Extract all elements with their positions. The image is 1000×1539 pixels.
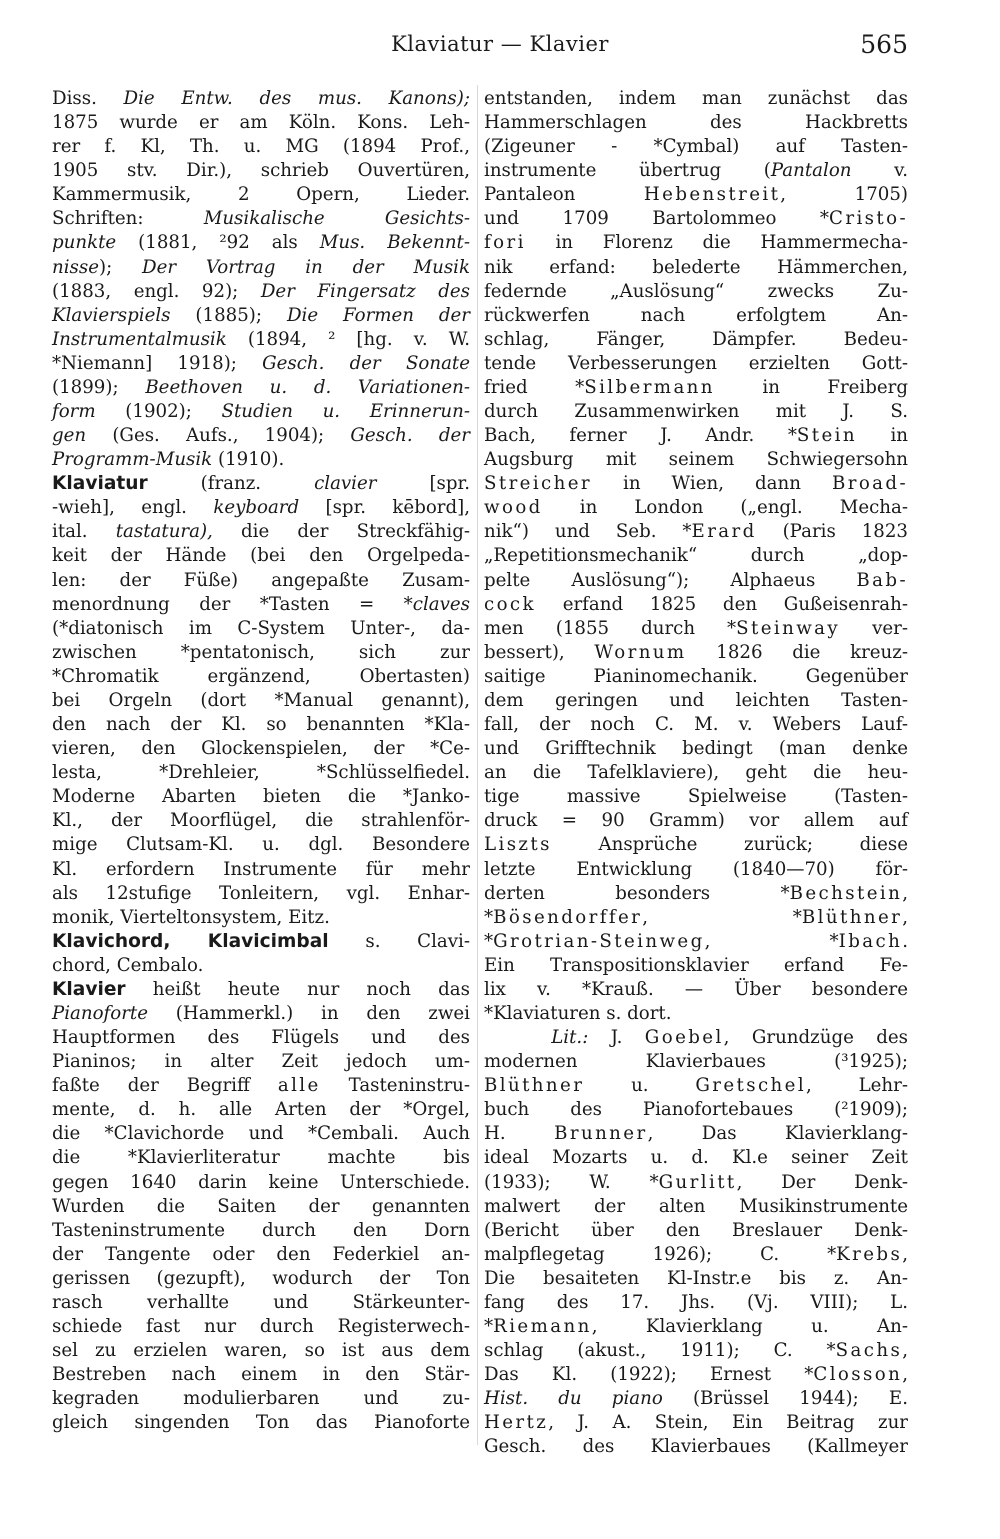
text-line: mige Clutsam-Kl. u. dgl. Besondere bbox=[52, 834, 470, 856]
text-line: instrumente übertrug (Pantalon v. bbox=[484, 160, 908, 182]
text-line: fori in Florenz die Hammermecha- bbox=[484, 232, 908, 254]
text-line: Bestreben nach einem in den Stär- bbox=[52, 1364, 470, 1386]
text-line: durch Zusammenwirken mit J. S. bbox=[484, 401, 908, 423]
text-line: faßte der Begriff alle Tasteninstru- bbox=[52, 1075, 471, 1097]
text-line: „Repetitionsmechanik“ durch „dop- bbox=[484, 545, 908, 567]
text-line: Programm-Musik (1910). bbox=[52, 449, 285, 471]
text-line: gerissen (gezupft), wodurch der Ton bbox=[52, 1267, 470, 1289]
text-line: und Grifftechnik bedingt (man denke bbox=[484, 738, 908, 760]
text-line: rasch verhallte und Stärkeunter- bbox=[52, 1291, 470, 1313]
text-line: len: der Füße) angepaßte Zusam- bbox=[52, 569, 470, 591]
text-line: *Klaviaturen s. dort. bbox=[484, 1002, 672, 1024]
text-line: Kammermusik, 2 Opern, Lieder. bbox=[52, 184, 470, 206]
text-line: Streicher in Wien, dann Broad- bbox=[484, 473, 908, 495]
text-line: Pantaleon Hebenstreit, 1705) bbox=[484, 184, 908, 206]
text-line: lesta, *Drehleier, *Schlüsselfiedel. bbox=[52, 762, 470, 784]
text-line: Augsburg mit seinem Schwiegersohn bbox=[484, 449, 908, 471]
text-line: (1899); Beethoven u. d. Variationen- bbox=[52, 376, 471, 398]
text-line: (1883, engl. 92); Der Fingersatz des bbox=[52, 280, 470, 302]
text-line: Instrumentalmusik (1894, ² [hg. v. W. bbox=[52, 328, 470, 350]
text-line: gen (Ges. Aufs., 1904); Gesch. der bbox=[52, 425, 470, 447]
text-line: malwert der alten Musikinstrumente bbox=[484, 1195, 908, 1217]
text-line: federnde „Auslösung“ zwecks Zu- bbox=[484, 280, 908, 302]
text-line: Moderne Abarten bieten die *Janko- bbox=[52, 786, 470, 808]
text-line: Hammerschlagen des Hackbretts bbox=[484, 112, 908, 134]
text-line: nisse); Der Vortrag in der Musik bbox=[52, 256, 470, 278]
text-line: Hauptformen des Flügels und des bbox=[52, 1027, 470, 1049]
text-line: ideal Mozarts u. d. Kl.e seiner Zeit bbox=[484, 1147, 908, 1169]
text-line: Diss. Die Entw. des mus. Kanons); bbox=[52, 88, 470, 109]
text-line: die *Klavierliteratur machte bis bbox=[52, 1147, 470, 1169]
text-line: tende Verbesserungen erzielten Gott- bbox=[484, 352, 908, 374]
text-line: schlag, Fänger, Dämpfer. Bedeu- bbox=[484, 328, 908, 350]
text-line: dem geringen und leichten Tasten- bbox=[484, 689, 908, 711]
text-line: gegen 1640 darin keine Unterschiede. bbox=[52, 1171, 470, 1193]
text-line: (Bericht über den Breslauer Denk- bbox=[484, 1219, 908, 1241]
text-line: *Niemann] 1918); Gesch. der Sonate bbox=[52, 352, 470, 374]
text-line: men (1855 durch *Steinway ver- bbox=[484, 617, 908, 639]
text-line: keit der Hände (bei den Orgelpeda- bbox=[52, 545, 470, 567]
text-line: *Chromatik ergänzend, Obertasten) bbox=[52, 665, 470, 687]
text-line: (*diatonisch im C-System Unter-, da- bbox=[52, 617, 470, 639]
text-line: modernen Klavierbaues (³1925); bbox=[484, 1051, 908, 1073]
text-line: (1933); W. *Gurlitt, Der Denk- bbox=[484, 1171, 908, 1193]
text-line: entstanden, indem man zunächst das bbox=[484, 88, 908, 109]
text-line: Blüthner u. Gretschel, Lehr- bbox=[484, 1075, 908, 1097]
text-line: Wurden die Saiten der genannten bbox=[52, 1195, 470, 1217]
text-line: Bach, ferner J. Andr. *Stein in bbox=[484, 425, 908, 447]
text-line: monik, Vierteltonsystem, Eitz. bbox=[52, 906, 330, 928]
text-line: schiede fast nur durch Registerwech- bbox=[52, 1315, 470, 1337]
text-line: bessert), Wornum 1826 die kreuz- bbox=[484, 641, 908, 663]
text-line: letzte Entwicklung (1840—70) för- bbox=[484, 858, 908, 880]
text-line: Pianinos; in alter Zeit jedoch um- bbox=[52, 1051, 470, 1073]
text-line: vieren, den Glockenspielen, der *Ce- bbox=[52, 738, 470, 760]
text-line: Klavierspiels (1885); Die Formen der bbox=[52, 304, 470, 326]
running-header: Klaviatur — Klavier bbox=[391, 32, 609, 56]
text-line: ital. tastatura), die der Streckfähig- bbox=[52, 521, 470, 543]
left-column bbox=[52, 87, 470, 1435]
text-line: 1875 wurde er am Köln. Kons. Leh- bbox=[52, 112, 470, 134]
text-line: -wieh], engl. keyboard [spr. kēbord], bbox=[52, 497, 470, 519]
text-line: H. Brunner, Das Klavierklang- bbox=[484, 1123, 908, 1145]
text-line: Kl., der Moorflügel, die strahlenför- bbox=[52, 810, 470, 832]
text-line: Tasteninstrumente durch den Dorn bbox=[52, 1219, 470, 1241]
page-number: 565 bbox=[860, 30, 908, 59]
text-line: Das Kl. (1922); Ernest *Closson, bbox=[484, 1364, 908, 1386]
text-line: pelte Auslösung“); Alphaeus Bab- bbox=[484, 569, 908, 591]
text-line: den nach der Kl. so benannten *Kla- bbox=[52, 714, 470, 736]
text-line: nik“) und Seb. *Erard (Paris 1823 bbox=[484, 521, 908, 543]
text-line: Hertz, J. A. Stein, Ein Beitrag zur bbox=[484, 1412, 908, 1434]
text-line: (Zigeuner - *Cymbal) auf Tasten- bbox=[484, 136, 908, 158]
text-line: *Bösendorffer, *Blüthner, bbox=[484, 906, 908, 928]
text-line: wood in London („engl. Mecha- bbox=[484, 497, 908, 519]
text-line: Pianoforte (Hammerkl.) in den zwei bbox=[52, 1002, 470, 1024]
text-line: Liszts Ansprüche zurück; diese bbox=[484, 834, 908, 856]
text-line: fall, der noch C. M. v. Webers Lauf- bbox=[484, 714, 908, 736]
text-line: *Riemann, Klavierklang u. An- bbox=[484, 1315, 908, 1337]
text-line: 1905 stv. Dir.), schrieb Ouvertüren, bbox=[52, 160, 470, 182]
text-line: malpflegetag 1926); C. *Krebs, bbox=[484, 1243, 908, 1265]
text-line: fang des 17. Jhs. (Vj. VIII); L. bbox=[484, 1291, 908, 1313]
text-line: menordnung der *Tasten = *claves bbox=[52, 593, 470, 615]
text-line: sel zu erzielen waren, so ist aus dem bbox=[52, 1340, 470, 1362]
text-line: lix v. *Krauß. — Über besondere bbox=[484, 978, 908, 1000]
text-line: rückwerfen nach erfolgtem An- bbox=[484, 304, 908, 326]
text-line: an die Tafelklaviere), geht die heu- bbox=[484, 762, 908, 784]
text-line: Lit.: J. Goebel, Grundzüge des bbox=[551, 1027, 908, 1049]
text-line: nik erfand: belederte Hämmerchen, bbox=[484, 256, 908, 278]
text-line: derten besonders *Bechstein, bbox=[484, 882, 908, 904]
text-line: fried *Silbermann in Freiberg bbox=[484, 376, 908, 398]
text-line: die *Clavichorde und *Cembali. Auch bbox=[52, 1123, 470, 1145]
text-line: bei Orgeln (dort *Manual genannt), bbox=[52, 689, 470, 711]
text-line: Schriften: Musikalische Gesichts- bbox=[52, 208, 470, 230]
text-line: *Grotrian-Steinweg, *Ibach. bbox=[484, 930, 908, 952]
text-line: chord, Cembalo. bbox=[52, 954, 204, 976]
text-line: tige massive Spielweise (Tasten- bbox=[484, 786, 908, 808]
text-line: Klaviatur (franz. clavier [spr. bbox=[52, 473, 470, 495]
text-line: Hist. du piano (Brüssel 1944); E. bbox=[484, 1388, 908, 1410]
text-line: cock erfand 1825 den Gußeisenrah- bbox=[484, 593, 908, 615]
text-line: als 12stufige Tonleitern, vgl. Enhar- bbox=[52, 882, 470, 904]
text-line: Gesch. des Klavierbaues (Kallmeyer bbox=[484, 1436, 908, 1458]
text-line: Kl. erfordern Instrumente für mehr bbox=[52, 858, 470, 880]
text-line: buch des Pianofortebaues (²1909); bbox=[484, 1099, 908, 1121]
text-line: saitige Pianinomechanik. Gegenüber bbox=[484, 665, 908, 687]
text-line: schlag (akust., 1911); C. *Sachs, bbox=[484, 1340, 908, 1362]
text-line: Klavichord, Klavicimbal s. Clavi- bbox=[52, 930, 470, 952]
text-line: Klavier heißt heute nur noch das bbox=[52, 978, 470, 1000]
text-line: kegraden modulierbaren und zu- bbox=[52, 1388, 470, 1410]
text-line: punkte (1881, ²92 als Mus. Bekennt- bbox=[52, 232, 470, 254]
text-line: der Tangente oder den Federkiel an- bbox=[52, 1243, 470, 1265]
text-line: gleich singenden Ton das Pianoforte bbox=[52, 1412, 470, 1434]
text-line: mente, d. h. alle Arten der *Orgel, bbox=[52, 1099, 470, 1121]
column-divider bbox=[477, 85, 478, 1445]
text-line: und 1709 Bartolommeo *Cristo- bbox=[484, 208, 908, 230]
text-line: zwischen *pentatonisch, sich zur bbox=[52, 641, 470, 663]
text-line: druck = 90 Gramm) vor allem auf bbox=[484, 810, 908, 832]
text-line: Die besaiteten Kl-Instr.e bis z. An- bbox=[484, 1267, 908, 1289]
text-line: Ein Transpositionsklavier erfand Fe- bbox=[484, 954, 908, 976]
text-line: form (1902); Studien u. Erinnerun- bbox=[52, 401, 470, 423]
text-line: rer f. Kl, Th. u. MG (1894 Prof., bbox=[52, 136, 470, 158]
right-column bbox=[484, 87, 908, 1459]
